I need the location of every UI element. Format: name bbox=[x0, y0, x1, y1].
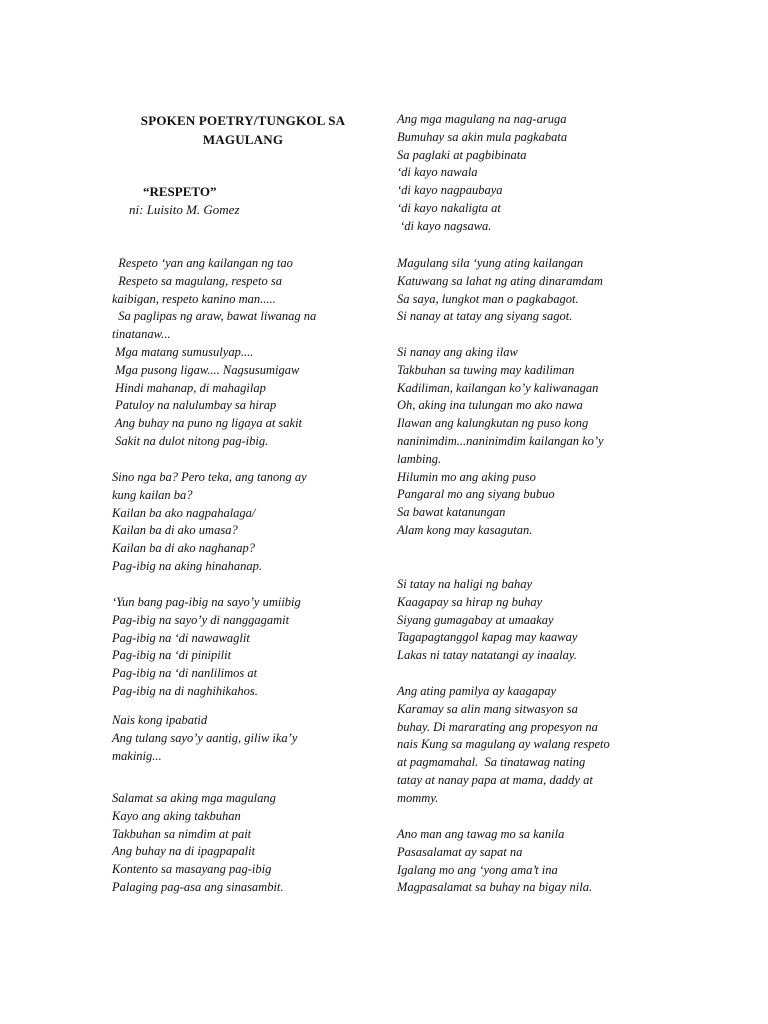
poem-line: Karamay sa alin mang sitwasyon sa bbox=[397, 701, 578, 716]
poem-line: Bumuhay sa akin mula pagkabata bbox=[397, 129, 568, 144]
poem-title: “RESPETO” bbox=[143, 184, 217, 199]
poem-line: Pag-ibig na ‘di nanlilimos at bbox=[112, 666, 258, 681]
poem-line: ‘di kayo nagsawa. bbox=[397, 218, 492, 233]
poem-line: Ano man ang tawag mo sa kanila bbox=[397, 827, 565, 841]
poem-line: Mga pusong ligaw.... Nagsusumigaw bbox=[112, 362, 300, 377]
poem-line: Si nanay ang aking ilaw bbox=[397, 345, 518, 359]
poem-line: Pag-ibig na aking hinahanap. bbox=[112, 558, 262, 573]
poem-line: Ang buhay na puno ng ligaya at sakit bbox=[112, 416, 303, 431]
poem-line: Palaging pag-asa ang sinasambit. bbox=[112, 879, 284, 894]
poem-author: ni: Luisito M. Gomez bbox=[129, 202, 240, 217]
left-stanza-2 bbox=[112, 469, 307, 576]
right-stanza-6 bbox=[397, 826, 592, 897]
right-stanza-5 bbox=[397, 683, 610, 808]
poem-line: Kailan ba ako nagpahalaga/ bbox=[112, 505, 256, 520]
poem-line: Pasasalamat ay sapat na bbox=[397, 844, 523, 859]
poem-line: kaibigan, respeto kanino man..... bbox=[112, 291, 276, 306]
poem-line: tinatanaw... bbox=[112, 327, 171, 342]
poem-line: makinig... bbox=[112, 748, 162, 763]
poem-line: Igalang mo ang ‘yong ama’t ina bbox=[397, 862, 558, 877]
poem-line: Pangaral mo ang siyang bubuo bbox=[397, 487, 555, 502]
poem-line: Pag-ibig na ‘di pinipilit bbox=[112, 648, 232, 663]
poem-line: Kailan ba di ako umasa? bbox=[112, 523, 238, 538]
poem-line: Ang mga magulang na nag-aruga bbox=[397, 112, 567, 126]
poem-line: at pagmamahal. Sa tinatawag nating bbox=[397, 755, 586, 770]
poem-line: Si tatay na haligi ng bahay bbox=[397, 577, 533, 591]
poem-line: lambing. bbox=[397, 451, 442, 466]
poem-line: Sa saya, lungkot man o pagkabagot. bbox=[397, 291, 579, 306]
poem-line: Kaagapay sa hirap ng buhay bbox=[397, 594, 543, 609]
poem-line: Respeto sa magulang, respeto sa bbox=[112, 273, 283, 288]
title-text: SPOKEN POETRY/TUNGKOL SA MAGULANG bbox=[140, 113, 346, 147]
poem-line: ‘Yun bang pag-ibig na sayo’y umiibig bbox=[112, 595, 301, 609]
right-stanza-3 bbox=[397, 344, 604, 540]
poem-line: tatay at nanay papa at mama, daddy at bbox=[397, 772, 593, 787]
poem-line: Patuloy na nalulumbay sa hirap bbox=[112, 398, 277, 413]
poem-line: Sa paglaki at pagbibinata bbox=[397, 147, 527, 162]
poem-line: Kontento sa masayang pag-ibig bbox=[112, 862, 272, 877]
poem-line: Sino nga ba? Pero teka, ang tanong ay bbox=[112, 470, 307, 484]
poem-line: Nais kong ipabatid bbox=[112, 713, 208, 727]
poem-line: Sakit na dulot nitong pag-ibig. bbox=[112, 433, 269, 448]
poem-line: Pag-ibig na ‘di nawawaglit bbox=[112, 630, 250, 645]
poem-line: ‘di kayo nawala bbox=[397, 165, 478, 180]
poem-line: Takbuhan sa nimdim at pait bbox=[112, 826, 252, 841]
poem-line: Kayo ang aking takbuhan bbox=[112, 808, 241, 823]
poem-line: naninimdim...naninimdim kailangan ko’y bbox=[397, 433, 604, 448]
poem-line: Lakas ni tatay natatangi ay inaalay. bbox=[397, 648, 577, 663]
poem-line: Kailan ba di ako naghanap? bbox=[112, 541, 256, 556]
left-stanza-5 bbox=[112, 790, 284, 897]
poem-line: mommy. bbox=[397, 790, 439, 805]
left-stanza-3 bbox=[112, 594, 301, 701]
document-title bbox=[112, 111, 374, 149]
poem-line: Alam kong may kasagutan. bbox=[397, 522, 533, 537]
poem-line: Mga matang sumusulyap.... bbox=[112, 344, 254, 359]
right-stanza-4 bbox=[397, 576, 577, 665]
poem-line: Ang buhay na di ipagpapalit bbox=[112, 844, 256, 859]
poem-line: Salamat sa aking mga magulang bbox=[112, 791, 276, 805]
poem-line: Ang tulang sayo’y aantig, giliw ika’y bbox=[112, 730, 298, 745]
poem-line: Hilumin mo ang aking puso bbox=[397, 469, 536, 484]
poem-line: Pag-ibig na sayo’y di nanggagamit bbox=[112, 612, 290, 627]
left-stanza-4 bbox=[112, 712, 297, 765]
poem-line: Magulang sila ‘yung ating kailangan bbox=[397, 256, 584, 270]
right-stanza-1 bbox=[397, 111, 567, 236]
poem-line: buhay. Di mararating ang propesyon na bbox=[397, 719, 598, 734]
poem-line: Ang ating pamilya ay kaagapay bbox=[397, 684, 556, 698]
poem-line: Sa paglipas ng araw, bawat liwanag na bbox=[112, 309, 317, 324]
poem-line: Respeto ‘yan ang kailangan ng tao bbox=[112, 256, 293, 270]
poem-line: Sa bawat katanungan bbox=[397, 505, 506, 520]
poem-line: Ilawan ang kalungkutan ng puso kong bbox=[397, 416, 589, 431]
poem-line: Si nanay at tatay ang siyang sagot. bbox=[397, 309, 573, 324]
poem-line: Oh, aking ina tulungan mo ako nawa bbox=[397, 398, 583, 413]
poem-line: Katuwang sa lahat ng ating dinaramdam bbox=[397, 273, 603, 288]
poem-line: nais Kung sa magulang ay walang respeto bbox=[397, 737, 610, 752]
poem-line: Magpasalamat sa buhay na bigay nila. bbox=[397, 880, 593, 895]
poem-line: ‘di kayo nagpaubaya bbox=[397, 183, 503, 198]
left-stanza-1 bbox=[112, 255, 316, 451]
poem-line: Tagapagtanggol kapag may kaaway bbox=[397, 630, 578, 645]
poem-line: ‘di kayo nakaligta at bbox=[397, 200, 501, 215]
poem-line: kung kailan ba? bbox=[112, 487, 193, 502]
poem-line: Pag-ibig na di naghihikahos. bbox=[112, 683, 258, 698]
right-stanza-2 bbox=[397, 255, 603, 326]
poem-line: Siyang gumagabay at umaakay bbox=[397, 612, 554, 627]
poem-line: Kadiliman, kailangan ko’y kaliwanagan bbox=[397, 380, 599, 395]
poem-line: Hindi mahanap, di mahagilap bbox=[112, 380, 266, 395]
poem-line: Takbuhan sa tuwing may kadiliman bbox=[397, 362, 575, 377]
